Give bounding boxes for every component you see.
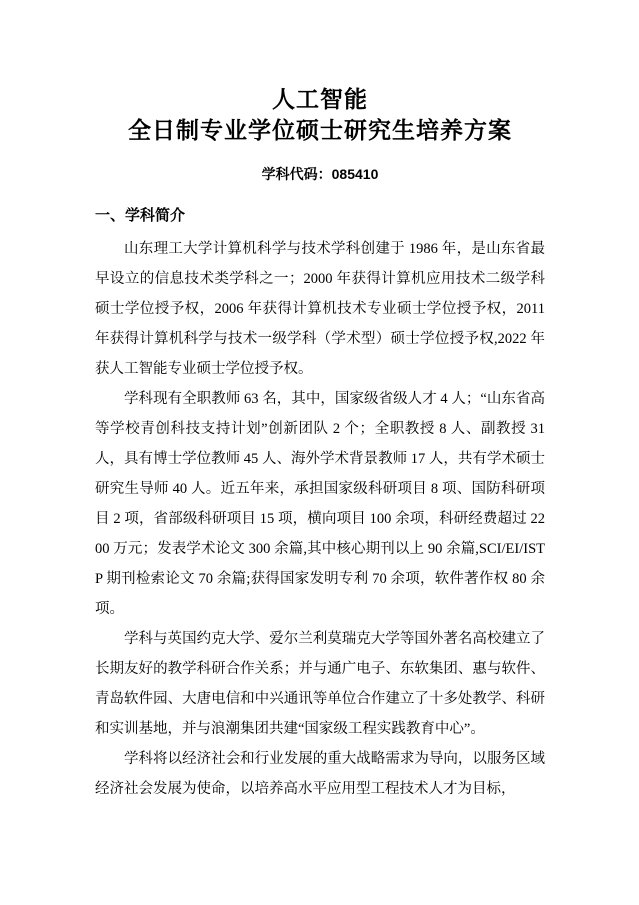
document-title-line2: 全日制专业学位硕士研究生培养方案 (128, 117, 512, 143)
document-title-line1: 人工智能 (272, 86, 368, 112)
paragraph-cooperation: 学科与英国约克大学、爱尔兰利莫瑞克大学等国外著名高校建立了长期友好的教学科研合作关系；并与通广电子、东软集团、惠与软件、青岛软件园、大唐电信和中兴通讯等单位合作建立了十多处教学、科研和实训基地，并与浪潮集团共建“国家级工程实践教育中心”。 (95, 631, 545, 737)
section-heading-discipline-intro: 一、学科简介 (95, 207, 186, 224)
paragraph-faculty-and-research: 学科现有全职教师 63 名，其中，国家级省级人才 4 人；“山东省高等学校青创科技支持计划”创新团队 2 个；全职教授 8 人、副教授 31 人，具有博士学位教师 45 人、海外学术背景教师 17 人，共有学术硕士研究生导师 40 人。近五年来，承担国家级科研项目 8 项、国防科研项目 2 项，省部级科研项目 15 项，横向项目 100 余项，科研经费超过 2200 万元；发表学术论文 300 余篇,其中核心期刊以上 90 余篇,SCI/EI/ISTP 期刊检索论文 70 余篇;获得国家发明专利 70 余项，软件著作权 80 余项。 (95, 391, 545, 617)
subject-code: 学科代码：085410 (261, 166, 379, 182)
paragraph-discipline-history: 山东理工大学计算机科学与技术学科创建于 1986 年，是山东省最早设立的信息技术类学科之一；2000 年获得计算机应用技术二级学科硕士学位授予权，2006 年获得计算机技术专业硕士学位授予权，2011 年获得计算机科学与技术一级学科（学术型）硕士学位授予权,2022 年获人工智能专业硕士学位授予权。 (95, 241, 545, 377)
paragraph-mission: 学科将以经济社会和行业发展的重大战略需求为导向，以服务区域经济社会发展为使命，以培养高水平应用型工程技术人才为目标， (95, 751, 545, 797)
